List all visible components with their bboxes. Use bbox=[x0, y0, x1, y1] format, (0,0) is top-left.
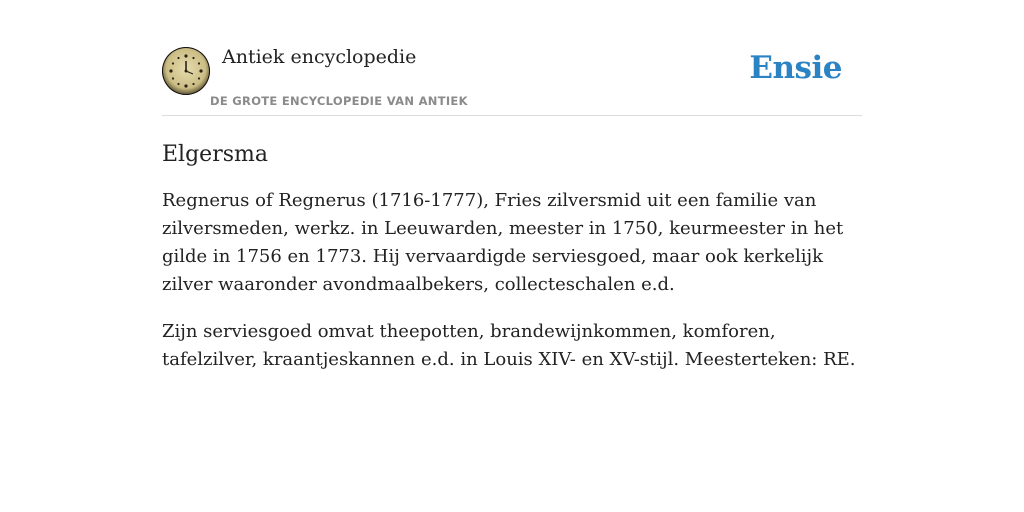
site-title[interactable]: Antiek encyclopedie bbox=[222, 46, 417, 68]
site-header bbox=[162, 0, 862, 116]
page-container bbox=[162, 0, 862, 374]
article-title: Elgersma bbox=[162, 142, 268, 167]
article-paragraph: Zijn serviesgoed omvat theepotten, brandewijnkommen, komforen, tafelzilver, kraantjeskannen e.d. in Louis XIV- en XV-stijl. Meesterteken: RE. bbox=[162, 321, 856, 370]
article-body bbox=[162, 187, 862, 374]
site-subtitle: DE GROTE ENCYCLOPEDIE VAN ANTIEK bbox=[210, 94, 468, 108]
clock-icon[interactable] bbox=[162, 47, 210, 95]
brand-logo[interactable]: Ensie bbox=[749, 50, 842, 86]
article-paragraph: Regnerus of Regnerus (1716-1777), Fries zilversmid uit een familie van zilversmeden, werkz. in Leeuwarden, meester in 1750, keurmeester in het gilde in 1756 en 1773. Hij vervaardigde serviesgoed, maar ook kerkelijk zilver waaronder avondmaalbekers, collecteschalen e.d. bbox=[162, 190, 844, 295]
